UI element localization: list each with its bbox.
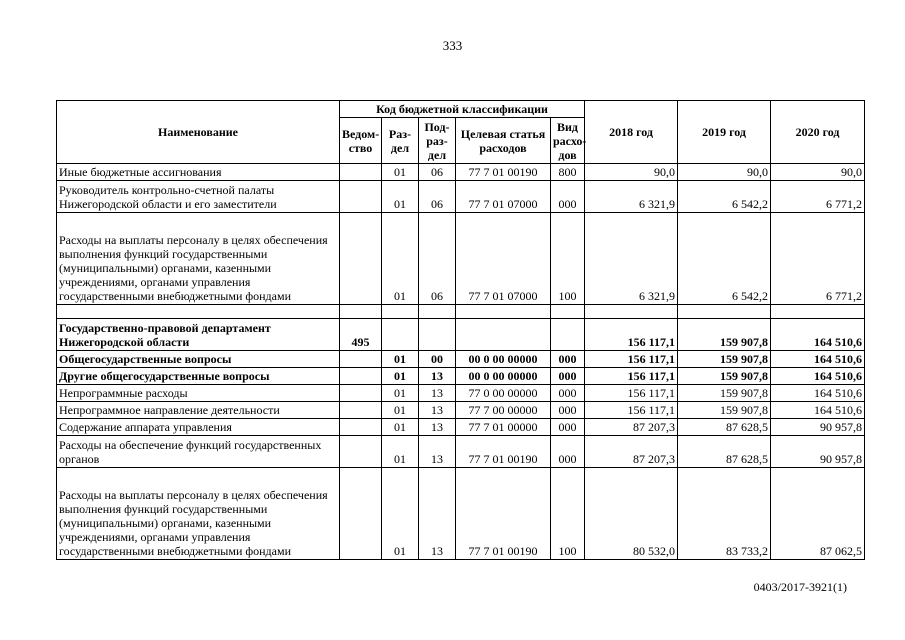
table-row — [57, 419, 865, 436]
row-vid: 000 — [551, 351, 585, 368]
row-target: 77 7 01 00190 — [456, 436, 551, 468]
row-2019: 6 542,2 — [678, 213, 771, 305]
row-2020: 164 510,6 — [771, 351, 865, 368]
row-vedom: 495 — [340, 319, 382, 351]
row-target: 77 7 01 00190 — [456, 468, 551, 560]
row-target: 77 7 01 00000 — [456, 419, 551, 436]
row-2020: 164 510,6 — [771, 368, 865, 385]
row-target: 77 0 00 00000 — [456, 385, 551, 402]
row-razdel: 01 — [382, 164, 419, 181]
row-razdel: 01 — [382, 181, 419, 213]
table-row — [57, 402, 865, 419]
row-name: Непрограммные расходы — [57, 385, 340, 402]
table-row — [57, 213, 865, 305]
row-podrazdel: 13 — [419, 468, 456, 560]
row-2019: 83 733,2 — [678, 468, 771, 560]
row-name: Общегосударственные вопросы — [57, 351, 340, 368]
row-2018: 156 117,1 — [585, 319, 678, 351]
table-body — [57, 164, 865, 560]
row-name: Расходы на обеспечение функций государственных органов — [57, 436, 340, 468]
row-name: Другие общегосударственные вопросы — [57, 368, 340, 385]
document-code: 0403/2017-3921(1) — [753, 580, 847, 594]
row-podrazdel — [419, 305, 456, 319]
row-podrazdel: 06 — [419, 213, 456, 305]
row-2020: 87 062,5 — [771, 468, 865, 560]
row-name: Иные бюджетные ассигнования — [57, 164, 340, 181]
row-2019: 6 542,2 — [678, 181, 771, 213]
row-2018: 156 117,1 — [585, 402, 678, 419]
row-2019: 90,0 — [678, 164, 771, 181]
row-razdel: 01 — [382, 468, 419, 560]
col-header-vedom: Ведом-ство — [340, 118, 382, 164]
row-2018: 156 117,1 — [585, 351, 678, 368]
row-razdel: 01 — [382, 351, 419, 368]
row-razdel: 01 — [382, 402, 419, 419]
row-2018: 6 321,9 — [585, 181, 678, 213]
row-vedom — [340, 213, 382, 305]
row-2018: 87 207,3 — [585, 419, 678, 436]
row-2020: 90 957,8 — [771, 419, 865, 436]
col-header-vid: Вид расхо-дов — [551, 118, 585, 164]
col-header-2019: 2019 год — [678, 101, 771, 164]
row-2020: 90 957,8 — [771, 436, 865, 468]
row-2020 — [771, 305, 865, 319]
row-podrazdel: 00 — [419, 351, 456, 368]
row-razdel: 01 — [382, 368, 419, 385]
row-vedom — [340, 181, 382, 213]
row-vid: 100 — [551, 468, 585, 560]
row-2019: 159 907,8 — [678, 368, 771, 385]
row-razdel — [382, 305, 419, 319]
row-razdel: 01 — [382, 213, 419, 305]
table-row — [57, 436, 865, 468]
row-name: Расходы на выплаты персоналу в целях обеспечения выполнения функций государственными (муниципальными) органами, казенными учреждениями, органами управления государственными внебюджетными фондами — [57, 468, 340, 560]
row-vid — [551, 305, 585, 319]
row-2018: 87 207,3 — [585, 436, 678, 468]
row-2019: 87 628,5 — [678, 436, 771, 468]
row-vedom — [340, 305, 382, 319]
row-2018: 156 117,1 — [585, 385, 678, 402]
row-name: Непрограммное направление деятельности — [57, 402, 340, 419]
row-name: Государственно-правовой департамент Нижегородской области — [57, 319, 340, 351]
row-target: 77 7 01 07000 — [456, 181, 551, 213]
col-header-target: Целевая статья расходов — [456, 118, 551, 164]
row-2020: 164 510,6 — [771, 319, 865, 351]
table-row — [57, 181, 865, 213]
table-row — [57, 385, 865, 402]
row-target: 77 7 01 07000 — [456, 213, 551, 305]
row-target — [456, 305, 551, 319]
col-header-razdel: Раз-дел — [382, 118, 419, 164]
row-vedom — [340, 368, 382, 385]
row-target: 00 0 00 00000 — [456, 351, 551, 368]
row-target: 77 7 00 00000 — [456, 402, 551, 419]
row-vid: 000 — [551, 385, 585, 402]
row-2020: 6 771,2 — [771, 181, 865, 213]
row-2018: 6 321,9 — [585, 213, 678, 305]
row-target: 77 7 01 00190 — [456, 164, 551, 181]
row-razdel: 01 — [382, 436, 419, 468]
col-header-code-group: Код бюджетной классификации — [340, 101, 585, 118]
row-2018: 80 532,0 — [585, 468, 678, 560]
row-podrazdel: 13 — [419, 436, 456, 468]
row-podrazdel: 13 — [419, 385, 456, 402]
row-vid: 000 — [551, 402, 585, 419]
row-podrazdel — [419, 319, 456, 351]
row-vid: 000 — [551, 419, 585, 436]
row-vid: 100 — [551, 213, 585, 305]
row-vedom — [340, 419, 382, 436]
row-razdel — [382, 319, 419, 351]
table-row — [57, 305, 865, 319]
row-razdel: 01 — [382, 419, 419, 436]
row-vid: 000 — [551, 181, 585, 213]
row-vedom — [340, 351, 382, 368]
row-name — [57, 305, 340, 319]
row-vedom — [340, 385, 382, 402]
row-vid: 000 — [551, 436, 585, 468]
row-2019: 159 907,8 — [678, 402, 771, 419]
table-row — [57, 368, 865, 385]
col-header-2020: 2020 год — [771, 101, 865, 164]
row-2018: 90,0 — [585, 164, 678, 181]
row-target: 00 0 00 00000 — [456, 368, 551, 385]
col-header-podrazdel: Под-раз-дел — [419, 118, 456, 164]
row-vid: 800 — [551, 164, 585, 181]
row-2020: 164 510,6 — [771, 402, 865, 419]
row-target — [456, 319, 551, 351]
budget-table — [56, 100, 865, 560]
row-vedom — [340, 468, 382, 560]
row-2020: 164 510,6 — [771, 385, 865, 402]
row-2019: 159 907,8 — [678, 351, 771, 368]
row-2019: 87 628,5 — [678, 419, 771, 436]
row-2019: 159 907,8 — [678, 319, 771, 351]
row-podrazdel: 06 — [419, 164, 456, 181]
row-2020: 90,0 — [771, 164, 865, 181]
row-podrazdel: 06 — [419, 181, 456, 213]
row-2018: 156 117,1 — [585, 368, 678, 385]
row-podrazdel: 13 — [419, 368, 456, 385]
row-2020: 6 771,2 — [771, 213, 865, 305]
table-row — [57, 351, 865, 368]
row-name: Расходы на выплаты персоналу в целях обеспечения выполнения функций государственными (муниципальными) органами, казенными учреждениями, органами управления государственными внебюджетными фондами — [57, 213, 340, 305]
row-2019: 159 907,8 — [678, 385, 771, 402]
col-header-2018: 2018 год — [585, 101, 678, 164]
row-razdel: 01 — [382, 385, 419, 402]
row-vedom — [340, 402, 382, 419]
row-2019 — [678, 305, 771, 319]
row-name: Содержание аппарата управления — [57, 419, 340, 436]
row-vedom — [340, 164, 382, 181]
table-row — [57, 319, 865, 351]
row-vedom — [340, 436, 382, 468]
row-2018 — [585, 305, 678, 319]
row-vid: 000 — [551, 368, 585, 385]
row-name: Руководитель контрольно-счетной палаты Нижегородской области и его заместители — [57, 181, 340, 213]
table-row — [57, 164, 865, 181]
row-podrazdel: 13 — [419, 402, 456, 419]
table-row — [57, 468, 865, 560]
col-header-name: Наименование — [57, 101, 340, 164]
row-podrazdel: 13 — [419, 419, 456, 436]
row-vid — [551, 319, 585, 351]
page-number: 333 — [442, 38, 463, 53]
